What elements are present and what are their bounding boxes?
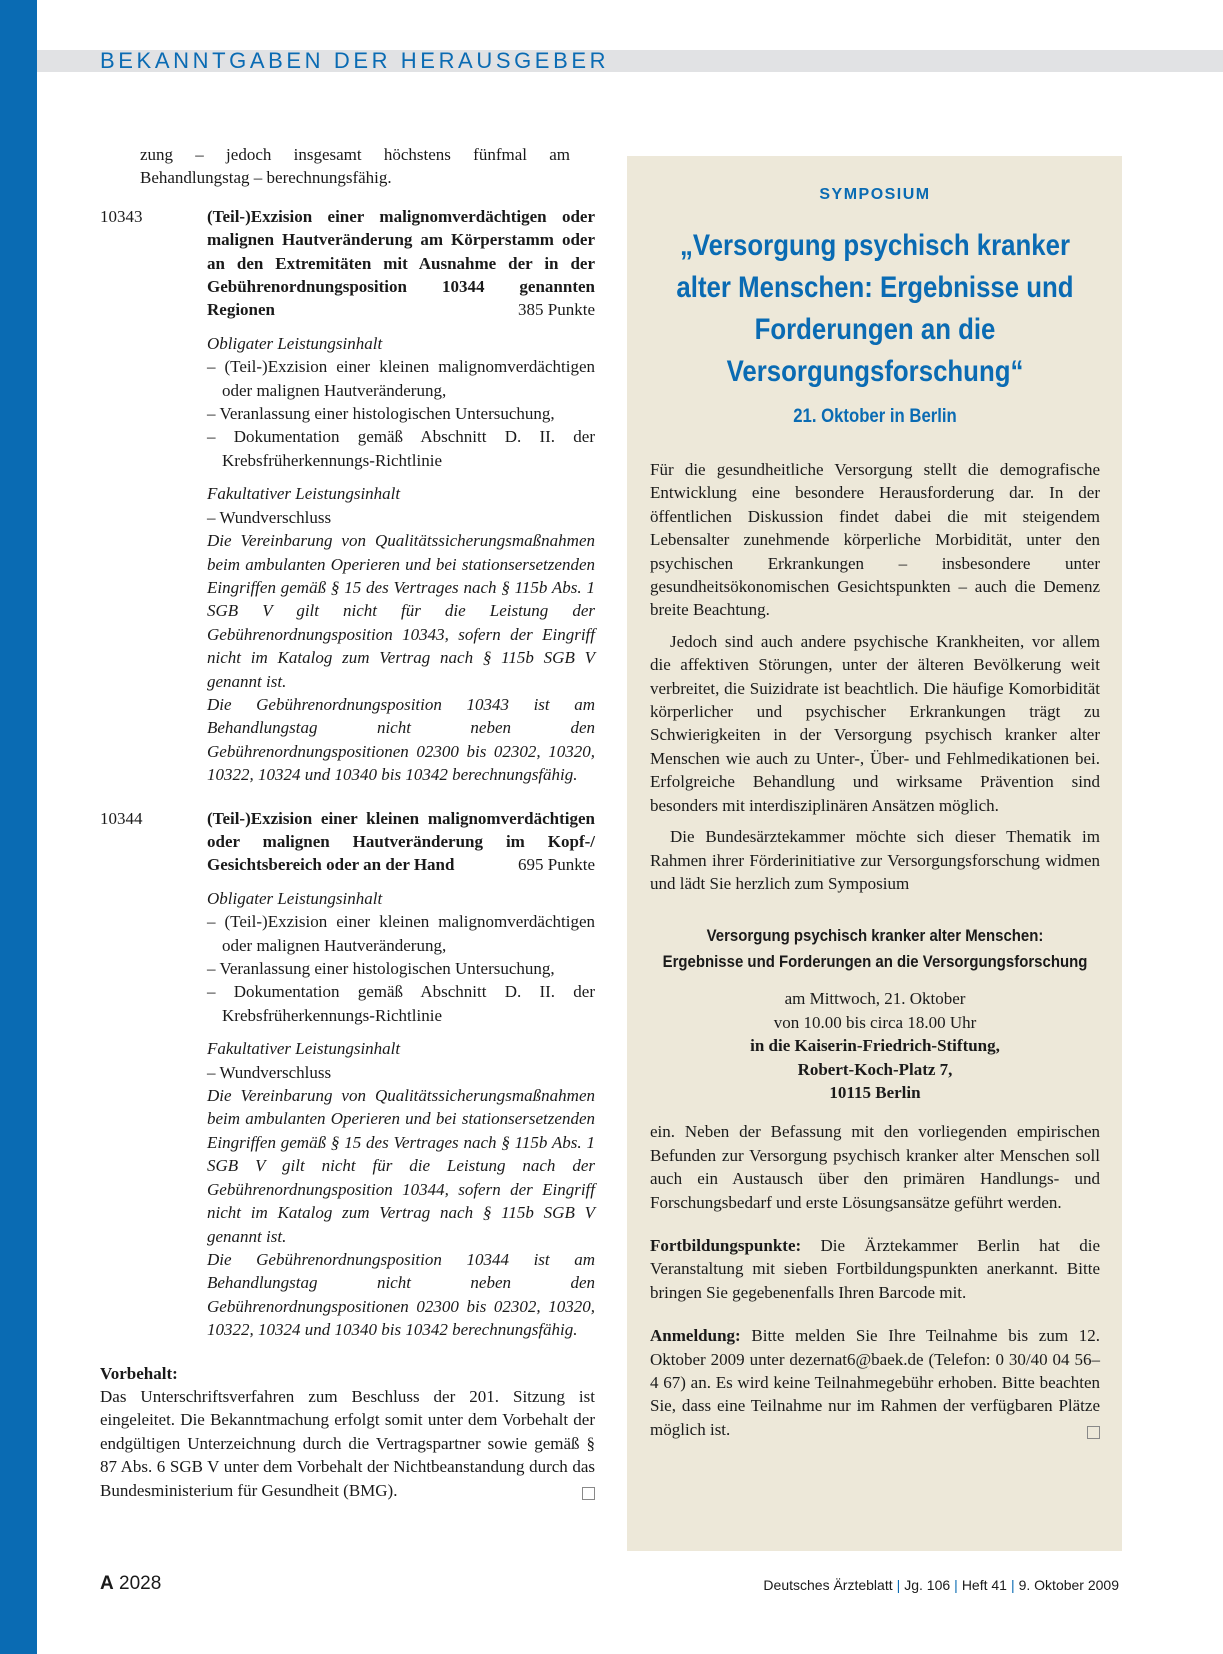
vorbehalt-text: Das Unterschriftsverfahren zum Beschluss der 201. Sitzung ist eingeleitet. Die Bekanntmachung erfolgt somit unter dem Vorbehalt der endgültigen Unterzeichnung durch die Vertragspartner sowie gemäß § 87 Abs. 6 SGB V unter dem Vorbehalt der Nichtbeanstandung durch das Bundesministerium für Gesundheit (BMG). (100, 1386, 595, 1500)
fee-note: Die Vereinbarung von Qualitätssicherungsmaßnahmen beim ambulanten Operieren und bei stationsersetzenden Eingriffen gemäß § 15 des Vertrages nach § 115b Abs. 1 SGB V gilt nicht für die Leistung der Gebührenordnungsposition 10343, sofern der Eingriff nicht im Katalog zum Vertrag nach § 115b SGB V genannt ist. (207, 531, 595, 691)
obligat-item: – Dokumentation gemäß Abschnitt D. II. der Krebsfrüherkennungs-Richtlinie (207, 427, 595, 470)
event-when: am Mittwoch, 21. Oktober von 10.00 bis circa 18.00 Uhr (773, 989, 977, 1032)
fee-number: 10343 (100, 206, 143, 226)
symposium-label: SYMPOSIUM (819, 186, 931, 203)
obligat-item: – Veranlassung einer histologischen Untersuchung, (207, 959, 555, 979)
end-square-icon (582, 1487, 595, 1500)
fakultativ-item: – Wundverschluss (207, 507, 332, 527)
fortbildung-paragraph: Fortbildungspunkte: Die Ärztekammer Berlin hat die Veranstaltung mit sieben Fortbildungspunkten anerkannt. Bitte bringen Sie gegebenenfalls Ihren Barcode mit. (650, 1235, 1100, 1302)
fee-number: 10344 (100, 808, 143, 828)
obligat-item: – Dokumentation gemäß Abschnitt D. II. der Krebsfrüherkennungs-Richtlinie (207, 982, 595, 1025)
symposium-title: „Versorgung psychisch kranker alter Menschen: Ergebnisse und Forderungen an die Versorgungsforschung“ (676, 229, 1074, 388)
event-title: Versorgung psychisch kranker alter Menschen: Ergebnisse und Forderungen an die Versorgungsforschung (662, 926, 1088, 972)
symposium-paragraph: Die Bundesärztekammer möchte sich dieser Thematik im Rahmen ihrer Förderinitiative zur Versorgungsforschung widmen und lädt Sie herzlich zum Symposium (650, 827, 1100, 893)
symposium-paragraph: Jedoch sind auch andere psychische Krankheiten, vor allem die affektiven Störungen, unter der älteren Bevölkerung weit verbreitet, die Suizidrate ist beachtlich. Die häufige Komorbidität körperlicher und psychischer Erkrankungen trägt zu Schwierigkeiten in der Versorgung psychisch kranker alter Menschen wie auch zu Unter-, Über- und Fehlmedikationen bei. Erfolgreiche Behandlung und wirksame Prävention sind besonders mit interdisziplinären Ansätzen möglich. (650, 631, 1100, 815)
symposium-paragraph: Für die gesundheitliche Versorgung stellt die demografische Entwicklung eine besondere Herausforderung dar. In der öffentlichen Diskussion findet dabei die mit steigendem Lebensalter zunehmende körperliche Morbidität, unter den psychischen Erkrankungen – insbesondere unter gesundheitsökonomischen Gesichtspunkten – auch die Demenz breite Beachtung. (650, 460, 1100, 620)
left-column (100, 145, 595, 1505)
fakultativ-heading: Fakultativer Leistungsinhalt (207, 484, 401, 504)
symposium-body (650, 458, 1100, 1445)
fee-entry (100, 205, 595, 787)
symposium-date: 21. Oktober in Berlin (793, 406, 957, 427)
symposium-box (627, 156, 1122, 1551)
end-square-icon (1087, 1426, 1100, 1439)
event-where: in die Kaiserin-Friedrich-Stiftung, Robert-Koch-Platz 7, 10115 Berlin (750, 1036, 1000, 1102)
obligat-heading: Obligater Leistungsinhalt (207, 333, 383, 353)
fee-note: Die Vereinbarung von Qualitätssicherungsmaßnahmen beim ambulanten Operieren und bei stationsersetzenden Eingriffen gemäß § 15 des Vertrages nach § 115b Abs. 1 SGB V gilt nicht für die Leistung nach der Gebührenordnungsposition 10344, sofern der Eingriff nicht im Katalog zum Vertrag nach § 115b SGB V genannt ist. (207, 1086, 595, 1246)
fakultativ-item: – Wundverschluss (207, 1062, 332, 1082)
anmeldung-paragraph: Anmeldung: Bitte melden Sie Ihre Teilnahme bis zum 12. Oktober 2009 unter dezernat6@baek.de (Telefon: 0 30/40 04 56–4 67) an. Es wird keine Teilnahmegebühr erhoben. Bitte beachten Sie, dass eine Teilnahme nur im Rahmen der verfügbaren Plätze möglich ist. (650, 1326, 1100, 1439)
page-number: A 2028 (100, 1573, 162, 1594)
symposium-paragraph: ein. Neben der Befassung mit den vorliegenden empirischen Befunden zur Versorgung psychisch kranker alter Menschen soll auch ein Austausch über den primären Handlungs- und Forschungsbedarf und erste Lösungsansätze geführt werden. (650, 1122, 1100, 1212)
fee-title: (Teil-)Exzision einer kleinen malignomverdächtigen oder malignen Hautveränderung im Kopf-/ Gesichtsbereich oder an der Hand (207, 808, 595, 875)
fakultativ-heading: Fakultativer Leistungsinhalt (207, 1039, 401, 1059)
fee-points: 385 Punkte (518, 300, 595, 320)
obligat-item: – Veranlassung einer histologischen Untersuchung, (207, 404, 555, 424)
fee-note: Die Gebührenordnungsposition 10343 ist am Behandlungstag nicht neben den Gebührenordnungspositionen 02300 bis 02302, 10320, 10322, 10324 und 10340 bis 10342 berechnungsfähig. (207, 694, 595, 785)
fee-title: (Teil-)Exzision einer malignomverdächtigen oder malignen Hautveränderung am Körperstamm oder an den Extremitäten mit Ausnahme der in der Gebührenordnungsposition 10344 genannten Regionen (207, 206, 595, 320)
obligat-item: – (Teil-)Exzision einer kleinen malignomverdächtigen oder malignen Hautveränderung, (207, 357, 595, 400)
side-color-bar (0, 0, 37, 1654)
fee-points: 695 Punkte (518, 855, 595, 875)
obligat-item: – (Teil-)Exzision einer kleinen malignomverdächtigen oder malignen Hautveränderung, (207, 912, 595, 955)
journal-info: Deutsches Ärzteblatt | Jg. 106 | Heft 41 | 9. Oktober 2009 (763, 1577, 1119, 1593)
fee-note: Die Gebührenordnungsposition 10344 ist am Behandlungstag nicht neben den Gebührenordnungspositionen 02300 bis 02302, 10320, 10322, 10324 und 10340 bis 10342 berechnungsfähig. (207, 1249, 595, 1340)
section-header: BEKANNTGABEN DER HERAUSGEBER (100, 48, 610, 73)
intro-text: zung – jedoch insgesamt höchstens fünfmal am Behandlungstag – berechnungsfähig. (140, 145, 570, 188)
vorbehalt-heading: Vorbehalt: (100, 1363, 178, 1383)
fee-entry (100, 807, 595, 1342)
obligat-heading: Obligater Leistungsinhalt (207, 888, 383, 908)
